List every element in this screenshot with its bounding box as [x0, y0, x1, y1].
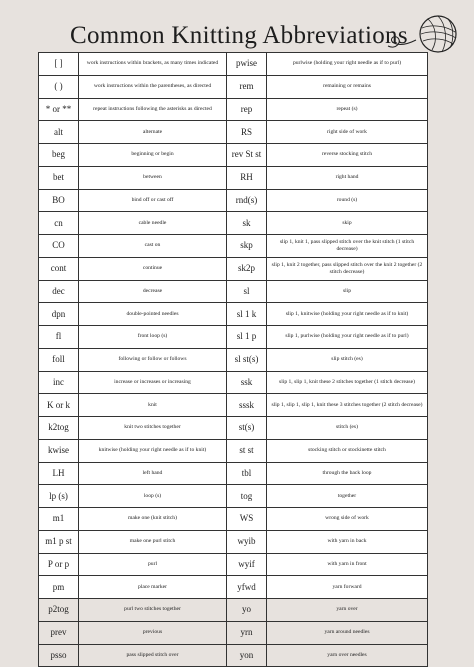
yarn-ball-icon: [386, 10, 466, 56]
abbreviation-cell: rep: [227, 98, 267, 121]
table-row: [39, 394, 428, 417]
definition-cell: work instructions within the parentheses, as directed: [79, 75, 227, 98]
table-row: [39, 189, 428, 212]
table-row: [39, 75, 428, 98]
abbreviation-cell: K or k: [39, 394, 79, 417]
abbreviation-cell: WS: [227, 508, 267, 531]
definition-cell: following or follow or follows: [79, 348, 227, 371]
definition-cell: make one (knit stitch): [79, 508, 227, 531]
definition-cell: left hand: [79, 462, 227, 485]
abbreviation-cell: RS: [227, 121, 267, 144]
abbreviation-cell: ( ): [39, 75, 79, 98]
abbreviation-cell: yo: [227, 599, 267, 622]
abbreviation-cell: sssk: [227, 394, 267, 417]
table-row: [39, 599, 428, 622]
definition-cell: purlwise (holding your right needle as if to purl): [267, 53, 428, 76]
definition-cell: remaining or remains: [267, 75, 428, 98]
abbreviation-cell: wyif: [227, 553, 267, 576]
definition-cell: increase or increases or increasing: [79, 371, 227, 394]
definition-cell: loop (s): [79, 485, 227, 508]
abbreviation-cell: * or **: [39, 98, 79, 121]
definition-cell: purl two stitches together: [79, 599, 227, 622]
table-row: [39, 644, 428, 667]
page-title: Common Knitting Abbreviations: [70, 22, 408, 49]
abbreviation-cell: st st: [227, 439, 267, 462]
table-row: [39, 417, 428, 440]
abbreviation-cell: RH: [227, 166, 267, 189]
abbreviation-cell: k2tog: [39, 417, 79, 440]
abbreviation-cell: m1: [39, 508, 79, 531]
definition-cell: wrong side of work: [267, 508, 428, 531]
definition-cell: together: [267, 485, 428, 508]
abbreviation-cell: [ ]: [39, 53, 79, 76]
abbreviation-cell: sl 1 p: [227, 326, 267, 349]
definition-cell: knit two stitches together: [79, 417, 227, 440]
definition-cell: yarn over needles: [267, 644, 428, 667]
abbreviation-cell: pwise: [227, 53, 267, 76]
definition-cell: continue: [79, 257, 227, 280]
definition-cell: double-pointed needles: [79, 303, 227, 326]
abbreviation-cell: p2tog: [39, 599, 79, 622]
abbreviation-cell: rnd(s): [227, 189, 267, 212]
abbreviation-cell: pm: [39, 576, 79, 599]
definition-cell: round (s): [267, 189, 428, 212]
definition-cell: slip 1, knit 1, pass slipped stitch over the knit stitch (1 stitch decrease): [267, 235, 428, 258]
abbreviation-cell: sl 1 k: [227, 303, 267, 326]
definition-cell: pass slipped stitch over: [79, 644, 227, 667]
abbreviation-cell: sl st(s): [227, 348, 267, 371]
table-row: [39, 530, 428, 553]
table-row: [39, 621, 428, 644]
definition-cell: decrease: [79, 280, 227, 303]
abbreviation-cell: yon: [227, 644, 267, 667]
table-row: [39, 53, 428, 76]
table-row: [39, 280, 428, 303]
definition-cell: cable needle: [79, 212, 227, 235]
abbreviation-cell: cn: [39, 212, 79, 235]
abbreviation-cell: foll: [39, 348, 79, 371]
table-row: [39, 348, 428, 371]
abbreviation-cell: sl: [227, 280, 267, 303]
abbreviation-cell: LH: [39, 462, 79, 485]
table-row: [39, 462, 428, 485]
table-row: [39, 98, 428, 121]
definition-cell: purl: [79, 553, 227, 576]
definition-cell: right hand: [267, 166, 428, 189]
definition-cell: between: [79, 166, 227, 189]
abbreviation-cell: yfwd: [227, 576, 267, 599]
abbreviation-cell: psso: [39, 644, 79, 667]
abbreviation-cell: kwise: [39, 439, 79, 462]
definition-cell: knitwise (holding your right needle as if to knit): [79, 439, 227, 462]
definition-cell: slip: [267, 280, 428, 303]
definition-cell: yarn forward: [267, 576, 428, 599]
definition-cell: place marker: [79, 576, 227, 599]
abbreviation-cell: m1 p st: [39, 530, 79, 553]
table-row: [39, 166, 428, 189]
definition-cell: alternate: [79, 121, 227, 144]
definition-cell: bind off or cast off: [79, 189, 227, 212]
definition-cell: yarn over: [267, 599, 428, 622]
definition-cell: beginning or begin: [79, 144, 227, 167]
abbreviation-cell: BO: [39, 189, 79, 212]
abbreviation-cell: st(s): [227, 417, 267, 440]
definition-cell: stocking stitch or stockinette stitch: [267, 439, 428, 462]
definition-cell: through the back loop: [267, 462, 428, 485]
abbreviation-cell: sk2p: [227, 257, 267, 280]
table-row: [39, 257, 428, 280]
abbreviation-sheet: [38, 52, 427, 660]
definition-cell: right side of work: [267, 121, 428, 144]
definition-cell: make one purl stitch: [79, 530, 227, 553]
abbreviation-cell: ssk: [227, 371, 267, 394]
definition-cell: slip 1, knit 2 together, pass slipped stitch over the knit 2 together (2 stitch decrease): [267, 257, 428, 280]
table-row: [39, 235, 428, 258]
abbreviation-cell: tbl: [227, 462, 267, 485]
table-row: [39, 371, 428, 394]
table-row: [39, 508, 428, 531]
definition-cell: work instructions within brackets, as many times indicated: [79, 53, 227, 76]
table-row: [39, 121, 428, 144]
definition-cell: skip: [267, 212, 428, 235]
definition-cell: slip 1, slip 1, knit these 2 stitches together (1 stitch decrease): [267, 371, 428, 394]
abbreviation-cell: dec: [39, 280, 79, 303]
abbreviation-cell: beg: [39, 144, 79, 167]
definition-cell: with yarn in back: [267, 530, 428, 553]
abbreviation-cell: lp (s): [39, 485, 79, 508]
definition-cell: with yarn in front: [267, 553, 428, 576]
table-row: [39, 144, 428, 167]
abbreviation-cell: inc: [39, 371, 79, 394]
definition-cell: yarn around needles: [267, 621, 428, 644]
abbreviation-cell: fl: [39, 326, 79, 349]
abbreviation-cell: CO: [39, 235, 79, 258]
table-row: [39, 212, 428, 235]
table-row: [39, 485, 428, 508]
definition-cell: cast on: [79, 235, 227, 258]
definition-cell: repeat (s): [267, 98, 428, 121]
abbreviation-cell: bet: [39, 166, 79, 189]
abbreviation-cell: sk: [227, 212, 267, 235]
definition-cell: reverse stocking stitch: [267, 144, 428, 167]
definition-cell: stitch (es): [267, 417, 428, 440]
table-row: [39, 576, 428, 599]
abbreviation-cell: rem: [227, 75, 267, 98]
definition-cell: slip 1, slip 1, slip 1, knit these 3 stitches together (2 stitch decrease): [267, 394, 428, 417]
abbreviation-table: [38, 52, 428, 667]
abbreviation-cell: wyib: [227, 530, 267, 553]
abbreviation-cell: tog: [227, 485, 267, 508]
definition-cell: slip stitch (es): [267, 348, 428, 371]
definition-cell: previous: [79, 621, 227, 644]
table-row: [39, 439, 428, 462]
definition-cell: slip 1, purlwise (holding your right needle as if to purl): [267, 326, 428, 349]
abbreviation-cell: yrn: [227, 621, 267, 644]
definition-cell: knit: [79, 394, 227, 417]
abbreviation-cell: prev: [39, 621, 79, 644]
abbreviation-cell: rev St st: [227, 144, 267, 167]
abbreviation-cell: P or p: [39, 553, 79, 576]
table-row: [39, 553, 428, 576]
abbreviation-cell: skp: [227, 235, 267, 258]
abbreviation-cell: dpn: [39, 303, 79, 326]
abbreviation-cell: cont: [39, 257, 79, 280]
definition-cell: repeat instructions following the asterisks as directed: [79, 98, 227, 121]
definition-cell: slip 1, knitwise (holding your right needle as if to knit): [267, 303, 428, 326]
definition-cell: front loop (s): [79, 326, 227, 349]
abbreviation-cell: alt: [39, 121, 79, 144]
table-row: [39, 326, 428, 349]
table-row: [39, 303, 428, 326]
